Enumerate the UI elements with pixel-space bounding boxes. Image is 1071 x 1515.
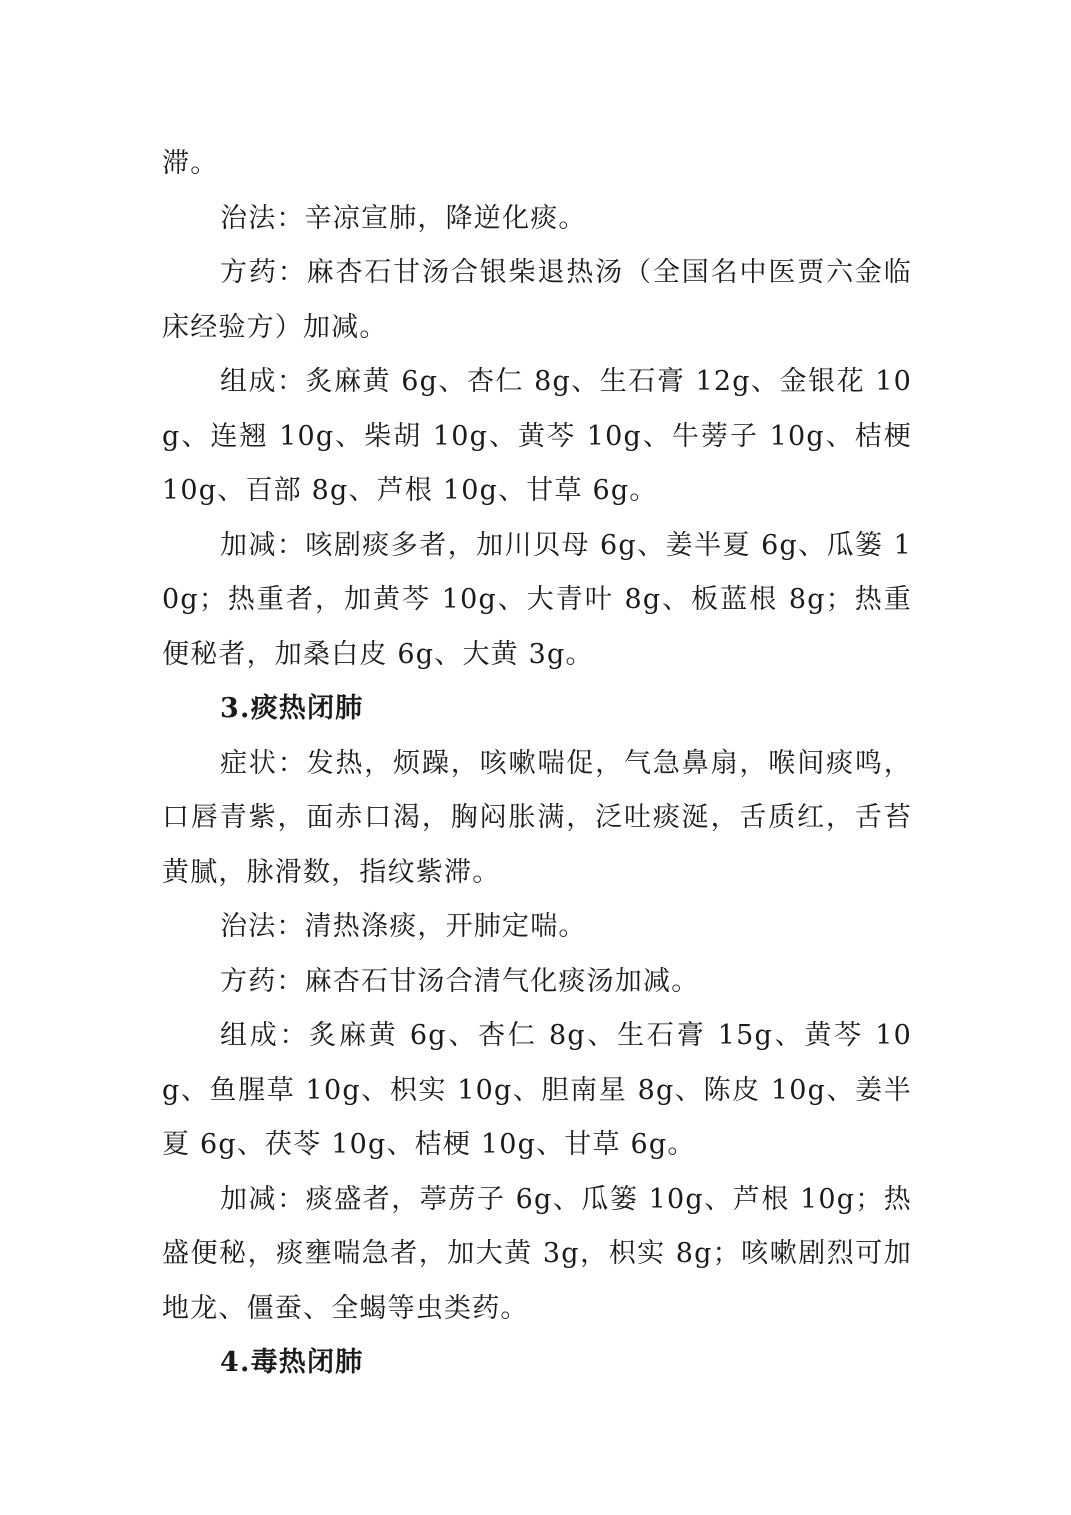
paragraph-composition: 组成：炙麻黄 6g、杏仁 8g、生石膏 15g、黄芩 10g、鱼腥草 10g、枳实 10g、胆南星 8g、陈皮 10g、姜半夏 6g、茯苓 10g、桔梗 10g、甘草 6g。 [162, 1020, 912, 1160]
section-heading-toxic-heat: 4.毒热闭肺 [220, 1347, 364, 1378]
paragraph-treatment-method: 治法：清热涤痰，开肺定喘。 [220, 911, 587, 942]
paragraph-modification: 加减：痰盛者，葶苈子 6g、瓜篓 10g、芦根 10g；热盛便秘，痰壅喘急者，加大黄 3g，枳实 8g；咳嗽剧烈可加地龙、僵蚕、全蝎等虫类药。 [162, 1183, 912, 1324]
section-heading-phlegm-heat: 3.痰热闭肺 [220, 693, 364, 724]
paragraph-composition: 组成：炙麻黄 6g、杏仁 8g、生石膏 12g、金银花 10g、连翘 10g、柴胡 10g、黄芩 10g、牛蒡子 10g、桔梗 10g、百部 8g、芦根 10g、甘草 6g。 [162, 366, 912, 506]
paragraph-prescription: 方药：麻杏石甘汤合清气化痰汤加减。 [220, 965, 700, 997]
document-body [162, 137, 912, 1391]
paragraph-symptoms: 症状：发热，烦躁，咳嗽喘促，气急鼻扇，喉间痰鸣，口唇青紫，面赤口渴，胸闷胀满，泛吐痰涎，舌质红，舌苔黄腻，脉滑数，指纹紫滞。 [162, 747, 912, 888]
paragraph-prescription: 方药：麻杏石甘汤合银柴退热汤（全国名中医贾六金临床经验方）加减。 [162, 257, 912, 343]
paragraph-continuation: 滞。 [162, 148, 219, 179]
paragraph-treatment-method: 治法：辛凉宣肺，降逆化痰。 [220, 202, 587, 234]
paragraph-modification: 加减：咳剧痰多者，加川贝母 6g、姜半夏 6g、瓜篓 10g；热重者，加黄芩 10g、大青叶 8g、板蓝根 8g；热重便秘者，加桑白皮 6g、大黄 3g。 [162, 529, 912, 670]
